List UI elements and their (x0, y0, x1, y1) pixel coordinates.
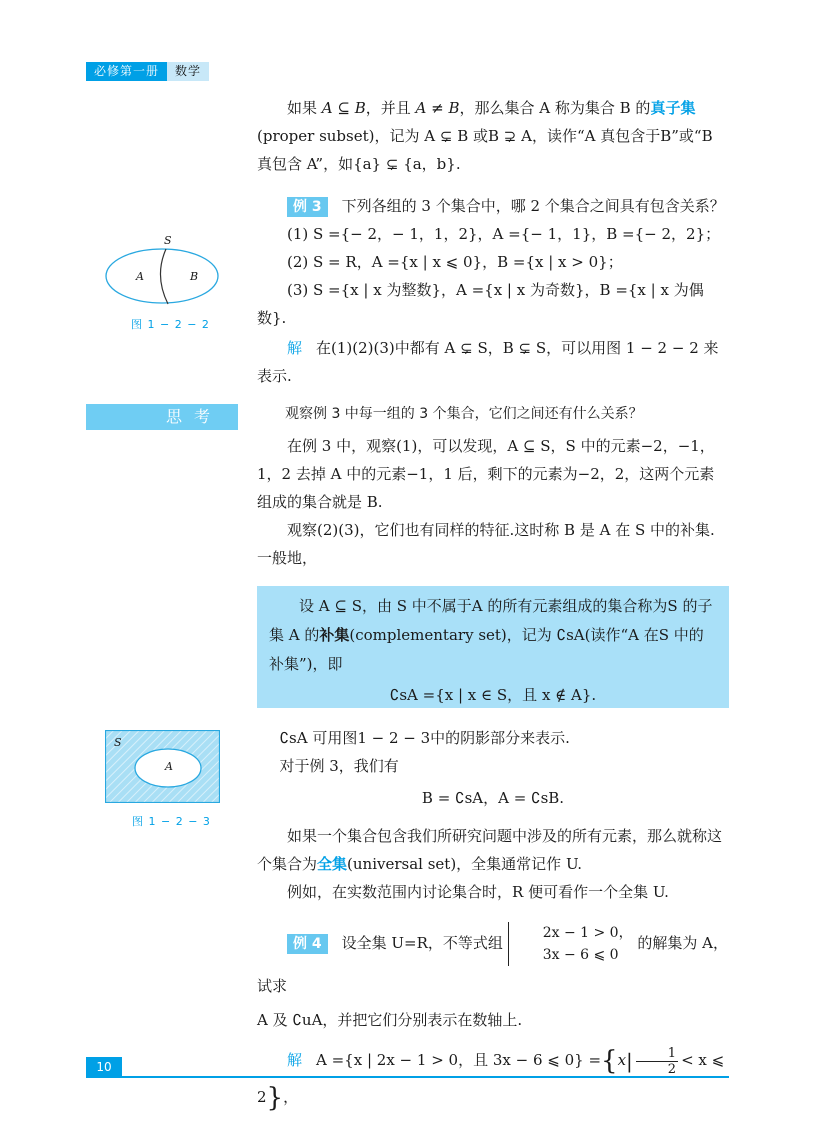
label-a: A (136, 270, 144, 283)
running-header (86, 62, 209, 81)
solution-tag: 解 (287, 339, 303, 357)
proper-subset-paragraph: 如果 A ⊆ B，并且 A ≠ B，那么集合 A 称为集合 B 的真子集 (proper subset)，记为 A ⊊ B 或B ⊋ A，读作“A 真包含于B”或“B 真包含 A”，如{a} ⊊ {a，b}. (257, 99, 713, 173)
think-question: 观察例 3 中每一组的 3 个集合，它们之间还有什么关系？ (285, 406, 643, 422)
shaded-venn-icon (105, 730, 220, 803)
venn-diagram-icon (100, 232, 225, 312)
solution-tag: 解 (287, 1051, 303, 1069)
fraction: $\frac{1}{2}$ (636, 1046, 678, 1077)
figure-1-2-2 (100, 232, 225, 312)
think-section-label: 思考 (86, 404, 238, 430)
term-complement: 补集 (319, 626, 350, 644)
label-s: S (164, 234, 172, 247)
figure-caption: 图 1 − 2 − 3 (132, 815, 211, 828)
label-a: A (165, 760, 173, 773)
complement-text: ∁sA 可用图1 − 2 − 3中的阴影部分来表示. 对于例 3，我们有 B = ∁sA，A = ∁sB. (257, 724, 729, 812)
complement-equation: B = ∁sA，A = ∁sB. (421, 789, 565, 807)
figure-caption: 图 1 − 2 − 2 (131, 318, 210, 331)
example-item: (1) S ={− 2，− 1，1，2}，A ={− 1，1}，B ={− 2，2}； (287, 225, 721, 243)
book-title: 必修第一册 (86, 62, 167, 81)
example-item: (2) S = R，A ={x | x ⩽ 0}，B ={x | x > 0}； (287, 253, 623, 271)
page-number: 10 (86, 1057, 122, 1077)
label-b: B (190, 270, 199, 283)
term-proper-subset: 真子集 (650, 99, 696, 117)
example-item: (3) S ={x | x 为整数}，A ={x | x 为奇数}，B ={x | x 为偶数}. (257, 281, 704, 327)
inequality-system: 2x − 1 > 0， 3x − 6 ⩽ 0 (508, 922, 633, 966)
term-universal-set: 全集 (317, 855, 348, 873)
example-4: 例 4 设全集 U=R，不等式组 2x − 1 > 0， 3x − 6 ⩽ 0 的解集为 A，试求 A 及 ∁uA，并把它们分别表示在数轴上. 解 A ={x | 2x − 1 > 0，且 3x − 6 ⩽ 0} ={x| $\frac{1}{2}$ < x ⩽ 2}， (257, 922, 729, 1115)
footer-rule (86, 1076, 729, 1078)
example-tag: 例 4 (287, 934, 328, 954)
universal-set-paragraph: 如果一个集合包含我们所研究问题中涉及的所有元素，那么就称这个集合为全集(universal set)，全集通常记作 U. 例如，在实数范围内讨论集合时，R 便可看作一个全集 U. (257, 827, 723, 901)
figure-1-2-3 (105, 730, 220, 803)
subject-title: 数学 (167, 62, 209, 81)
example-tag: 例 3 (287, 197, 328, 217)
complement-formula: ∁sA ={x | x ∈ S，且 x ∉ A}. (389, 686, 597, 704)
think-section: 观察例 3 中每一组的 3 个集合，它们之间还有什么关系？ 在例 3 中，观察(1)，可以发现，A ⊆ S，S 中的元素−2，−1，1，2 去掉 A 中的元素−1，1 后，剩下的元素为−2，2，这两个元素组成的集合就是 B. 观察(2)(3)，它们也有同样的特征.这时称 B 是 A 在 S 中的补集.一般地， (257, 400, 729, 572)
complement-definition-box: 设 A ⊆ S，由 S 中不属于A 的所有元素组成的集合称为S 的子集 A 的补集(complementary set)，记为 ∁sA(读作“A 在S 中的补集”)，即 ∁sA ={x | x ∈ S，且 x ∉ A}. (257, 586, 729, 708)
example-3: 例 3 下列各组的 3 个集合中，哪 2 个集合之间具有包含关系？ (1) S ={− 2，− 1，1，2}，A ={− 1，1}，B ={− 2，2}； (2) S = R，A ={x | x ⩽ 0}，B ={x | x > 0}； (3) S ={x | x 为整数}，A ={x | x 为奇数}，B ={x | x 为偶数}. 解 在(1)(2)(3)中都有 A ⊊ S，B ⊊ S，可以用图 1 − 2 − 2 来表示. (257, 192, 729, 390)
label-s: S (114, 736, 122, 749)
